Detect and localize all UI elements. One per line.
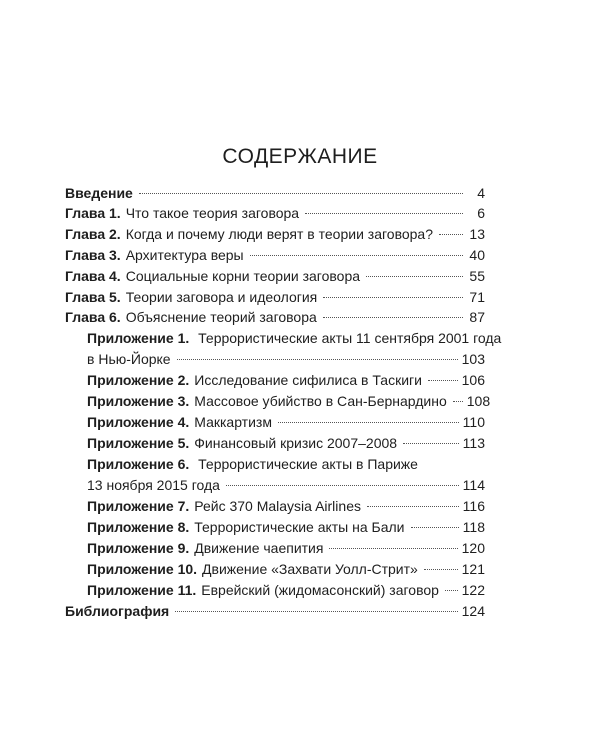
toc-entry-chapter-4[interactable] xyxy=(65,266,485,287)
toc-label: Глава 1. xyxy=(65,205,121,221)
dot-leader xyxy=(177,359,458,360)
toc-title: Массовое убийство в Сан-Бернардино xyxy=(194,393,447,409)
toc-label: Глава 6. xyxy=(65,309,121,325)
toc-title: Финансовый кризис 2007–2008 xyxy=(194,435,398,451)
toc-entry-appendix-4[interactable] xyxy=(87,412,485,433)
toc-label: Приложение 2. xyxy=(87,372,190,388)
dot-leader xyxy=(323,317,463,318)
toc-page-number: 87 xyxy=(469,309,485,325)
toc-title: Рейс 370 Malaysia Airlines xyxy=(194,498,361,514)
toc-page-number: 103 xyxy=(461,351,485,367)
dot-leader xyxy=(305,213,463,214)
toc-entry-chapter-1[interactable] xyxy=(65,203,485,224)
toc-label: Глава 3. xyxy=(65,247,121,263)
toc-entry-appendix-8[interactable] xyxy=(87,517,485,538)
toc-label: Глава 5. xyxy=(65,289,121,305)
toc-page-number: 121 xyxy=(461,561,485,577)
dot-leader xyxy=(367,506,459,507)
toc-page-number: 124 xyxy=(461,603,485,619)
toc-page-number: 122 xyxy=(461,582,485,598)
toc-entry-appendix-2[interactable] xyxy=(87,370,485,391)
toc-label: Приложение 10. xyxy=(87,561,198,577)
toc-title: Социальные корни теории заговора xyxy=(125,268,361,284)
toc-title: Еврейский (жидомасонский) заговор xyxy=(201,582,439,598)
toc-page-number: 106 xyxy=(461,372,485,388)
toc-title: Когда и почему люди верят в теории заговора? xyxy=(125,226,433,242)
toc-title: Что такое теория заговора xyxy=(125,205,300,221)
toc-entry-chapter-5[interactable] xyxy=(65,287,485,308)
toc-page-number: 120 xyxy=(461,540,485,556)
dot-leader xyxy=(439,234,463,235)
toc-entry-appendix-1-line-1[interactable] xyxy=(87,328,501,349)
dot-leader xyxy=(428,380,458,381)
dot-leader xyxy=(453,401,463,402)
toc-label: Приложение 5. xyxy=(87,435,190,451)
toc-entry-intro[interactable] xyxy=(65,183,485,204)
toc-entry-chapter-3[interactable] xyxy=(65,245,485,266)
dot-leader xyxy=(226,485,459,486)
toc-label: Приложение 1. xyxy=(87,330,190,346)
toc-title: Движение чаепития xyxy=(194,540,324,556)
toc-title: Теории заговора и идеология xyxy=(125,289,318,305)
toc-title: Исследование сифилиса в Таскиги xyxy=(194,372,422,388)
dot-leader xyxy=(329,548,457,549)
toc-label: Приложение 11. xyxy=(87,582,197,598)
toc-title: Архитектура веры xyxy=(125,247,244,263)
toc-page-number: 13 xyxy=(469,226,485,242)
toc-title-continued: 13 ноября 2015 года xyxy=(87,477,220,493)
dot-leader xyxy=(411,527,459,528)
toc-entry-appendix-7[interactable] xyxy=(87,496,485,517)
toc-title: Террористические акты 11 сентября 2001 года xyxy=(198,330,502,346)
toc-page-number: 110 xyxy=(462,414,485,430)
toc-label: Приложение 6. xyxy=(87,456,190,472)
toc-label: Приложение 4. xyxy=(87,414,190,430)
toc-title: Маккартизм xyxy=(194,414,272,430)
toc-label: Глава 2. xyxy=(65,226,121,242)
toc-page-number: 116 xyxy=(462,498,485,514)
toc-page-number: 108 xyxy=(466,393,491,409)
toc-entry-appendix-6-line-1[interactable] xyxy=(87,454,418,475)
dot-leader xyxy=(424,569,458,570)
toc-title: Террористические акты на Бали xyxy=(194,519,405,535)
toc-entry-bibliography[interactable] xyxy=(65,601,485,622)
dot-leader xyxy=(323,297,463,298)
toc-entry-appendix-5[interactable] xyxy=(87,433,485,454)
toc-entry-appendix-6-line-2[interactable] xyxy=(87,475,485,496)
toc-page-number: 114 xyxy=(462,477,485,493)
toc-label: Приложение 3. xyxy=(87,393,190,409)
toc-title-continued: в Нью-Йорке xyxy=(87,351,171,367)
toc-entry-chapter-6[interactable] xyxy=(65,307,485,328)
toc-label: Библиография xyxy=(65,603,170,619)
toc-label: Введение xyxy=(65,185,133,201)
toc-title: Объяснение теорий заговора xyxy=(125,309,317,325)
toc-label: Приложение 8. xyxy=(87,519,190,535)
dot-leader xyxy=(139,193,463,194)
dot-leader xyxy=(175,611,457,612)
toc-entry-appendix-10[interactable] xyxy=(87,559,485,580)
toc-entry-appendix-9[interactable] xyxy=(87,538,485,559)
dot-leader xyxy=(403,443,459,444)
toc-entry-appendix-11[interactable] xyxy=(87,580,485,601)
dot-leader xyxy=(366,276,463,277)
toc-title: Террористические акты в Париже xyxy=(198,456,418,472)
toc-entry-appendix-1-line-2[interactable] xyxy=(87,349,485,370)
toc-page-number: 40 xyxy=(469,247,485,263)
toc-title: Движение «Захвати Уолл-Стрит» xyxy=(202,561,418,577)
toc-label: Приложение 9. xyxy=(87,540,190,556)
dot-leader xyxy=(250,255,463,256)
dot-leader xyxy=(278,422,459,423)
toc-page-number: 55 xyxy=(469,268,485,284)
toc-label: Глава 4. xyxy=(65,268,121,284)
dot-leader xyxy=(445,590,458,591)
page-title: СОДЕРЖАНИЕ xyxy=(222,145,378,168)
toc-label: Приложение 7. xyxy=(87,498,190,514)
toc-page-number: 118 xyxy=(462,519,485,535)
toc-entry-chapter-2[interactable] xyxy=(65,224,485,245)
toc-page-number: 4 xyxy=(477,185,485,201)
toc-page-number: 6 xyxy=(477,205,485,221)
toc-page-number: 71 xyxy=(469,289,485,305)
toc-entry-appendix-3[interactable] xyxy=(87,391,491,412)
toc-page-number: 113 xyxy=(462,435,485,451)
